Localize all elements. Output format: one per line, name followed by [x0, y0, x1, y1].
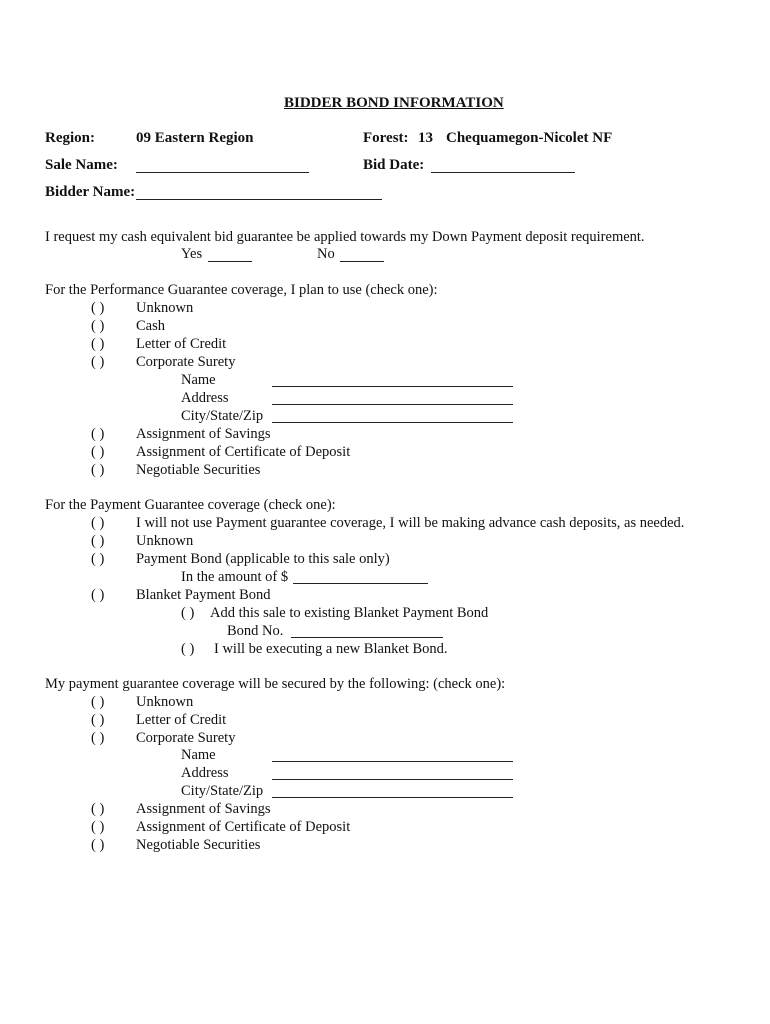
- form-title: BIDDER BOND INFORMATION: [284, 95, 504, 111]
- secured-letter-of-credit-label: Letter of Credit: [136, 712, 227, 728]
- payment-unknown-label: Unknown: [136, 533, 194, 549]
- performance-unknown-label: Unknown: [136, 300, 194, 316]
- secured-surety-city-label: City/State/Zip: [181, 783, 264, 799]
- blanket-bond-checkbox[interactable]: ( ): [91, 587, 105, 603]
- yes-label: Yes: [181, 246, 203, 262]
- bond-number-field[interactable]: [291, 637, 443, 638]
- payment-no-coverage-checkbox[interactable]: ( ): [91, 515, 105, 531]
- secured-savings-checkbox[interactable]: ( ): [91, 801, 105, 817]
- no-label: No: [317, 246, 335, 262]
- region-value: 09 Eastern Region: [136, 130, 254, 146]
- performance-cd-label: Assignment of Certificate of Deposit: [136, 444, 351, 460]
- cash-request-text: I request my cash equivalent bid guarantee be applied towards my Down Payment deposit requirement.: [45, 229, 645, 245]
- bid-date-label: Bid Date:: [363, 157, 425, 173]
- secured-cd-label: Assignment of Certificate of Deposit: [136, 819, 351, 835]
- secured-corporate-surety-label: Corporate Surety: [136, 730, 236, 746]
- blanket-add-checkbox[interactable]: ( ): [181, 605, 195, 621]
- performance-letter-of-credit-label: Letter of Credit: [136, 336, 227, 352]
- secured-surety-address-label: Address: [181, 765, 229, 781]
- performance-securities-checkbox[interactable]: ( ): [91, 462, 105, 478]
- performance-cash-checkbox[interactable]: ( ): [91, 318, 105, 334]
- payment-unknown-checkbox[interactable]: ( ): [91, 533, 105, 549]
- bid-date-field[interactable]: [431, 172, 575, 173]
- blanket-bond-label: Blanket Payment Bond: [136, 587, 271, 603]
- secured-intro: My payment guarantee coverage will be secured by the following: (check one):: [45, 676, 506, 692]
- performance-unknown-checkbox[interactable]: ( ): [91, 300, 105, 316]
- performance-cash-label: Cash: [136, 318, 165, 334]
- secured-cd-checkbox[interactable]: ( ): [91, 819, 105, 835]
- secured-surety-city-field[interactable]: [272, 797, 513, 798]
- performance-savings-checkbox[interactable]: ( ): [91, 426, 105, 442]
- performance-surety-name-field[interactable]: [272, 386, 513, 387]
- sale-name-field[interactable]: [136, 172, 309, 173]
- bidder-name-label: Bidder Name:: [45, 184, 136, 200]
- payment-bond-checkbox[interactable]: ( ): [91, 551, 105, 567]
- yes-field[interactable]: [208, 261, 252, 262]
- secured-savings-label: Assignment of Savings: [136, 801, 271, 817]
- performance-securities-label: Negotiable Securities: [136, 462, 261, 478]
- secured-unknown-checkbox[interactable]: ( ): [91, 694, 105, 710]
- performance-surety-address-label: Address: [181, 390, 229, 406]
- payment-no-coverage-label: I will not use Payment guarantee coverage, I will be making advance cash deposits, as needed.: [136, 515, 685, 531]
- bond-number-label: Bond No.: [227, 623, 284, 639]
- performance-surety-city-field[interactable]: [272, 422, 513, 423]
- blanket-add-label: Add this sale to existing Blanket Payment Bond: [210, 605, 489, 621]
- performance-surety-address-field[interactable]: [272, 404, 513, 405]
- forest-label: Forest:: [363, 130, 409, 146]
- performance-cd-checkbox[interactable]: ( ): [91, 444, 105, 460]
- blanket-new-checkbox[interactable]: ( ): [181, 641, 195, 657]
- region-label: Region:: [45, 130, 95, 146]
- performance-intro: For the Performance Guarantee coverage, I plan to use (check one):: [45, 282, 438, 298]
- payment-amount-field[interactable]: [293, 583, 428, 584]
- payment-bond-label: Payment Bond (applicable to this sale only): [136, 551, 390, 567]
- secured-surety-name-label: Name: [181, 747, 216, 763]
- secured-letter-of-credit-checkbox[interactable]: ( ): [91, 712, 105, 728]
- secured-securities-checkbox[interactable]: ( ): [91, 837, 105, 853]
- secured-securities-label: Negotiable Securities: [136, 837, 261, 853]
- performance-surety-city-label: City/State/Zip: [181, 408, 264, 424]
- performance-savings-label: Assignment of Savings: [136, 426, 271, 442]
- secured-corporate-surety-checkbox[interactable]: ( ): [91, 730, 105, 746]
- secured-unknown-label: Unknown: [136, 694, 194, 710]
- performance-corporate-surety-checkbox[interactable]: ( ): [91, 354, 105, 370]
- performance-corporate-surety-label: Corporate Surety: [136, 354, 236, 370]
- forest-name: Chequamegon-Nicolet NF: [446, 130, 613, 146]
- secured-surety-address-field[interactable]: [272, 779, 513, 780]
- payment-amount-label: In the amount of $: [181, 569, 289, 585]
- payment-intro: For the Payment Guarantee coverage (check one):: [45, 497, 336, 513]
- secured-surety-name-field[interactable]: [272, 761, 513, 762]
- no-field[interactable]: [340, 261, 384, 262]
- forest-number: 13: [418, 130, 433, 146]
- sale-name-label: Sale Name:: [45, 157, 118, 173]
- bidder-name-field[interactable]: [136, 199, 382, 200]
- performance-surety-name-label: Name: [181, 372, 216, 388]
- blanket-new-label: I will be executing a new Blanket Bond.: [214, 641, 448, 657]
- performance-letter-of-credit-checkbox[interactable]: ( ): [91, 336, 105, 352]
